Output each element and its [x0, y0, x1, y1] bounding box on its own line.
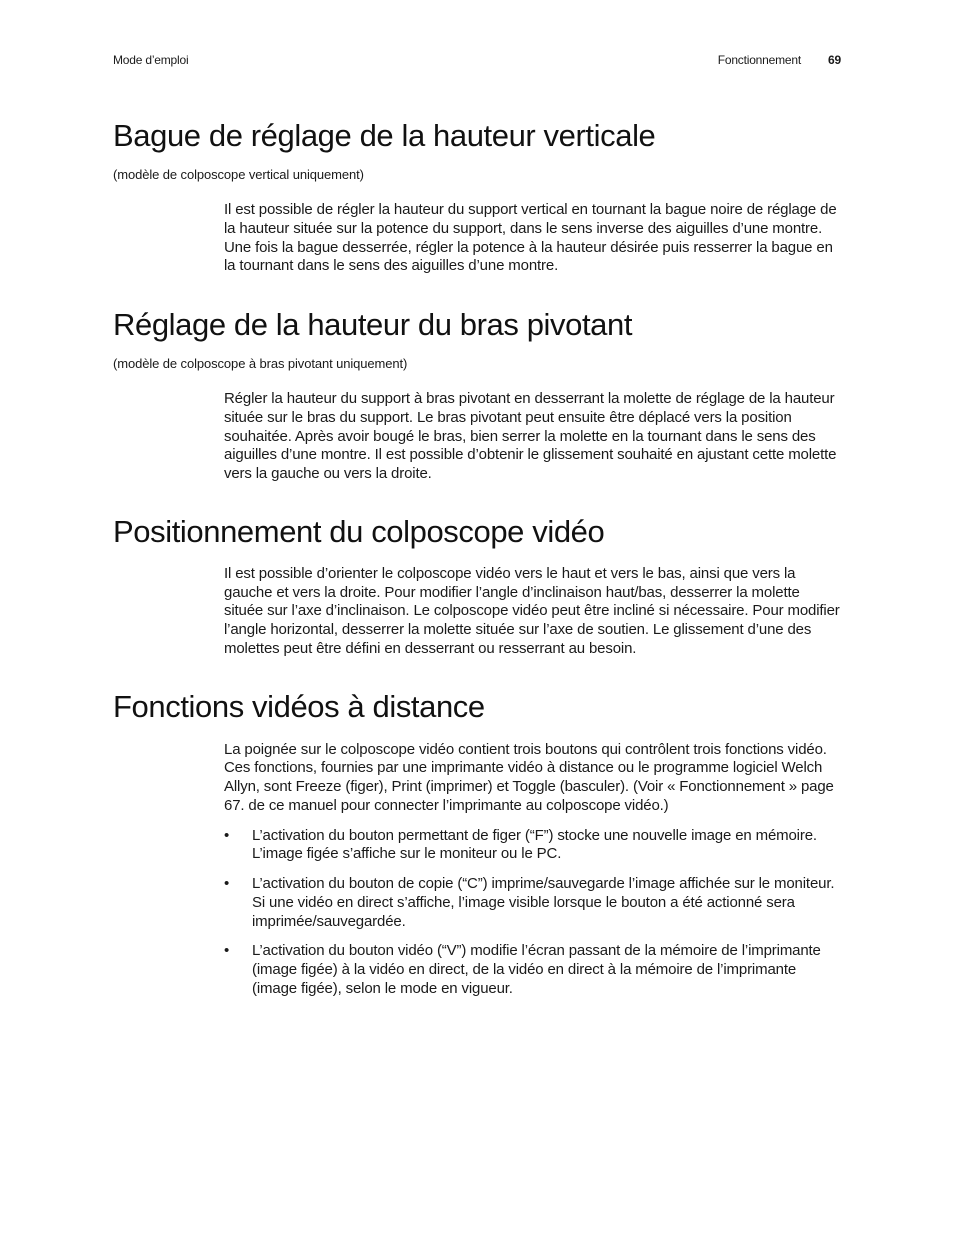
- header-document-title: Mode d’emploi: [113, 53, 189, 67]
- section-body: [224, 201, 841, 276]
- page-content: [113, 116, 841, 1010]
- body-paragraph: Régler la hauteur du support à bras pivotant en desserrant la molette de réglage de la hauteur située sur le bras du support. Le bras pivotant peut ensuite être déplacé vers la position souhaitée. Après avoir bougé le bras, bien serrer la molette en la tournant dans le sens des aiguilles d’une montre. Il est possible d’obtenir le glissement souhaité en ajustant cette molette vers la gauche ou vers la droite.: [224, 390, 837, 482]
- section-vertical-height-ring: [113, 116, 841, 276]
- bullet-text: L’activation du bouton vidéo (“V”) modifie l’écran passant de la mémoire de l’imprimante (image figée) à la vidéo en direct, de la vidéo en direct à la mémoire de l’imprimante (image figée), selon le mode en vigueur.: [252, 942, 821, 997]
- bullet-dot: •: [224, 826, 230, 844]
- section-heading: Réglage de la hauteur du bras pivotant: [113, 307, 633, 342]
- section-remote-video-functions: [113, 687, 841, 999]
- section-swing-arm-height: [113, 305, 841, 484]
- section-subtitle: (modèle de colposcope vertical uniquement): [113, 167, 364, 182]
- section-heading: Positionnement du colposcope vidéo: [113, 513, 605, 549]
- bullet-item-freeze: [224, 827, 841, 865]
- bullet-item-video: [224, 942, 841, 998]
- page-header: [113, 53, 841, 69]
- section-body: [224, 390, 841, 484]
- bullet-dot: •: [224, 875, 230, 892]
- section-heading: Bague de réglage de la hauteur verticale: [113, 118, 656, 153]
- section-video-colposcope-positioning: [113, 512, 841, 659]
- body-paragraph: Il est possible d’orienter le colposcope vidéo vers le haut et vers le bas, ainsi que vers la gauche et vers la droite. Pour modifier l’angle d’inclinaison haut/bas, desserrer la molette située sur l’axe d’inclinaison. Le colposcope vidéo peut être incliné si nécessaire. Pour modifier l’angle horizontal, desserrer la molette située sur l’axe de soutien. Le glissement d’une des molettes peut être défini en desserrant ou resserrant au besoin.: [224, 564, 840, 657]
- body-paragraph: Il est possible de régler la hauteur du support vertical en tournant la bague noire de réglage de la hauteur située sur la potence du support, dans le sens inverse des aiguilles d’une montre. Une fois la bague desserrée, régler la potence à la hauteur désirée puis resserrer la bague en la tournant dans le sens des aiguilles d’une montre.: [224, 201, 837, 275]
- section-body: [224, 741, 841, 999]
- bullet-dot: •: [224, 942, 230, 960]
- section-body: [224, 565, 841, 659]
- section-subtitle: (modèle de colposcope à bras pivotant uniquement): [113, 356, 408, 371]
- bullet-text: L’activation du bouton de copie (“C”) imprime/sauvegarde l’image affichée sur le moniteur. Si une vidéo en direct s’affiche, l’image visible lorsque le bouton a été actionné sera imprimée/sauvegardée.: [252, 875, 835, 930]
- body-paragraph: La poignée sur le colposcope vidéo contient trois boutons qui contrôlent trois fonctions vidéo. Ces fonctions, fournies par une imprimante vidéo à distance ou le programme logiciel Welch Allyn, sont Freeze (figer), Print (imprimer) et Toggle (basculer). (Voir « Fonctionnement » page 67. de ce manuel pour connecter l’imprimante au colposcope vidéo.): [224, 740, 834, 814]
- bullet-text: L’activation du bouton permettant de figer (“F”) stocke une nouvelle image en mémoire. L’image figée s’affiche sur le moniteur ou le PC.: [252, 826, 817, 863]
- section-heading: Fonctions vidéos à distance: [113, 688, 485, 724]
- bullet-item-copy: [224, 875, 841, 931]
- header-chapter-title: Fonctionnement: [717, 53, 801, 67]
- page-number: 69: [828, 53, 841, 67]
- bullet-list: [224, 827, 841, 999]
